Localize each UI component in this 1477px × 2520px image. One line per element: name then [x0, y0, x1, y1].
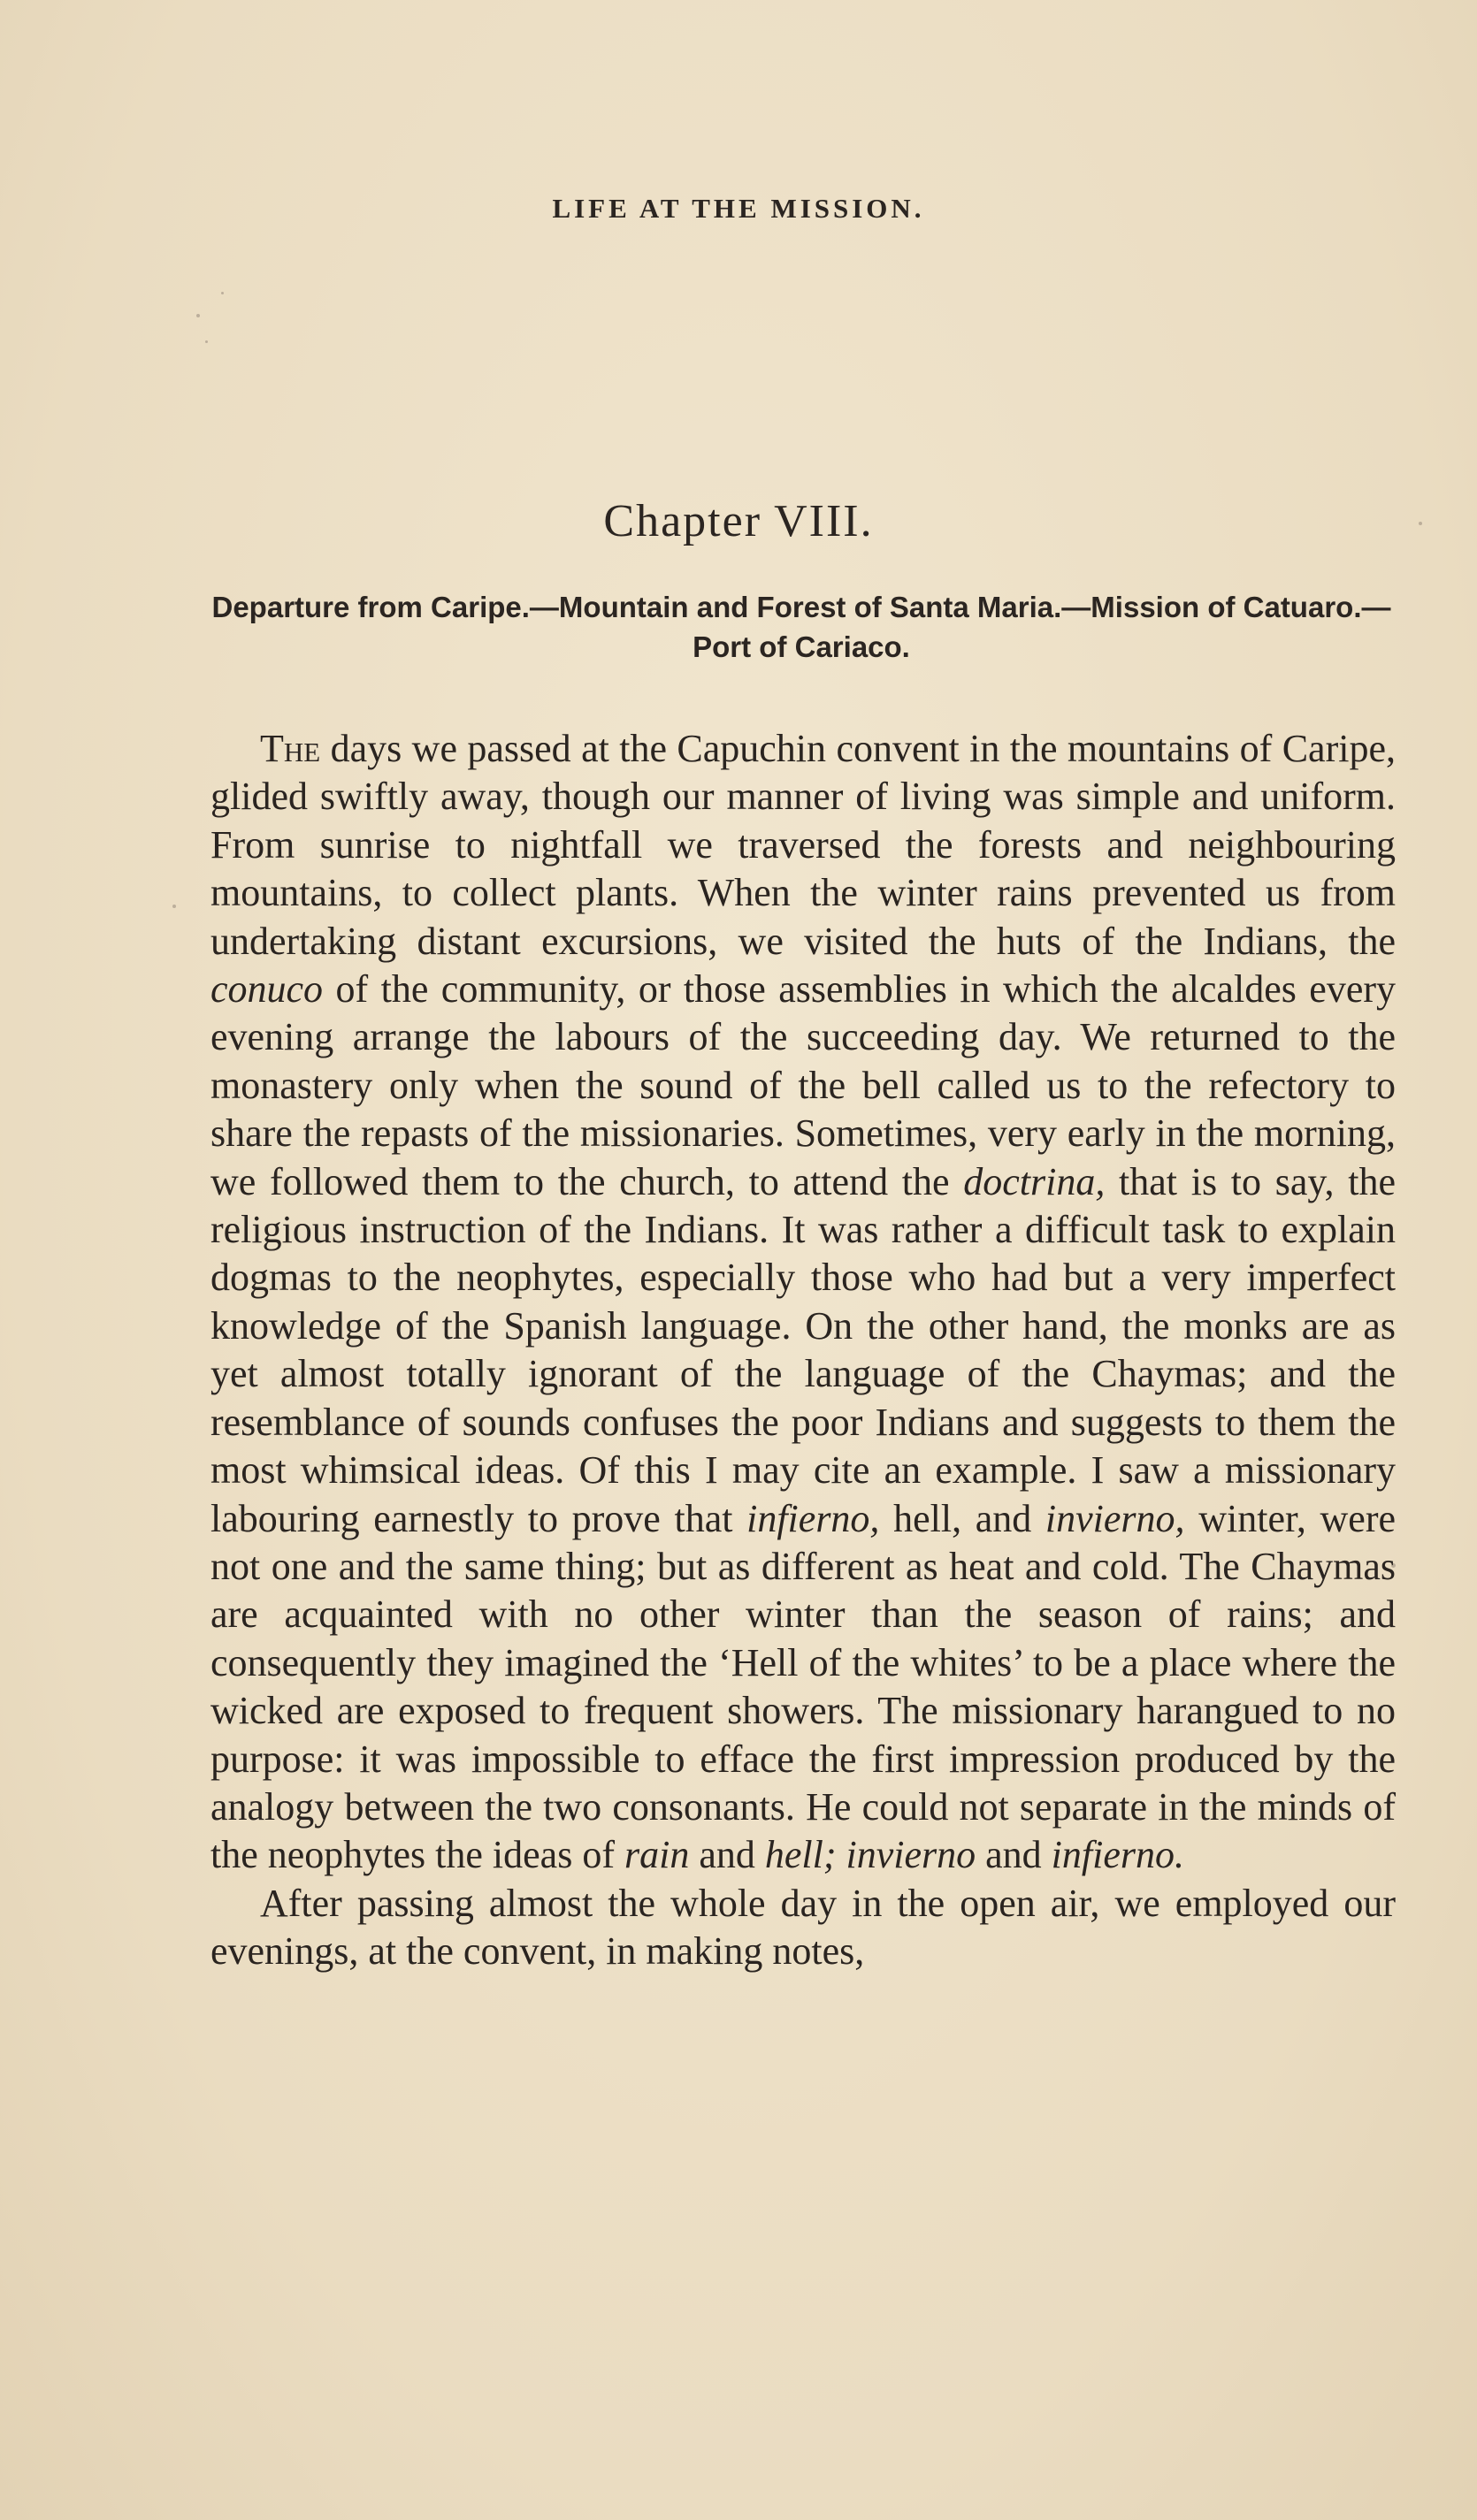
text-run: After passing almost the whole day in the open air, we employed our evenings, at the convent, in making notes,	[210, 1881, 1396, 1974]
text-run: of the community, or those assemblies in which the alcaldes every evening arrange the labours of the succeeding day. We returned to the monastery only when the sound of the bell called us to the refectory to share the repasts of the missionaries. Sometimes, very early in the morning, we followed them to the church, to attend the	[210, 967, 1396, 1203]
text-run: hell, and	[879, 1496, 1045, 1540]
italic-term: doctrina,	[963, 1159, 1106, 1203]
opening-word: The	[260, 727, 321, 770]
text-run: that is to say, the religious instruction of the Indians. It was rather a difficult task to explain dogmas to the neophytes, especially those who had but a very imperfect knowledge of the Spanish language. On the other hand, the monks are as yet almost totally ignorant of the language of the Chaymas; and the resemblance of sounds confuses the poor Indians and suggests to them the most whimsical ideas. Of this I may cite an example. I saw a missionary labouring earnestly to prove that	[210, 1159, 1396, 1540]
text-run: and	[976, 1833, 1052, 1877]
text-run: and	[689, 1833, 765, 1877]
italic-term: hell; invierno	[764, 1833, 976, 1877]
chapter-summary: Departure from Caripe.—Mountain and Forest of Santa Maria.—Mission of Catuaro.—Port of Cariaco.	[211, 591, 1391, 663]
italic-term: infierno,	[746, 1496, 880, 1540]
italic-term: conuco	[210, 967, 324, 1012]
paper-speck	[205, 340, 208, 343]
text-run: days we passed at the Capuchin convent in the mountains of Caripe, glided swiftly away, though our manner of living was simple and uniform. From sunrise to nightfall we traversed the forests and neighbouring mountains, to collect plants. When the winter rains prevented us from undertaking distant excursions, we visited the huts of the Indians, the	[210, 727, 1396, 963]
running-head: LIFE AT THE MISSION.	[552, 193, 925, 224]
paper-speck	[221, 292, 224, 294]
paper-speck	[196, 314, 200, 317]
chapter-title: Chapter VIII.	[603, 496, 874, 546]
paper-speck	[172, 905, 176, 908]
italic-term: invierno,	[1045, 1496, 1185, 1540]
italic-term: rain	[624, 1833, 690, 1877]
paragraph	[210, 1880, 1396, 1976]
text-run: winter, were not one and the same thing; but as different as heat and cold. The Chaymas are acquainted with no other winter than the season of rains; and consequently they imagined the ‘Hell of the whites’ to be a place where the wicked are exposed to frequent showers. The missionary harangued to no purpose: it was impossible to efface the first impression produced by the analogy between the two consonants. He could not separate in the minds of the neophytes the ideas of	[210, 1496, 1397, 1877]
body-text	[210, 725, 1396, 1976]
italic-term: infierno.	[1051, 1833, 1184, 1877]
paragraph	[210, 725, 1396, 1880]
